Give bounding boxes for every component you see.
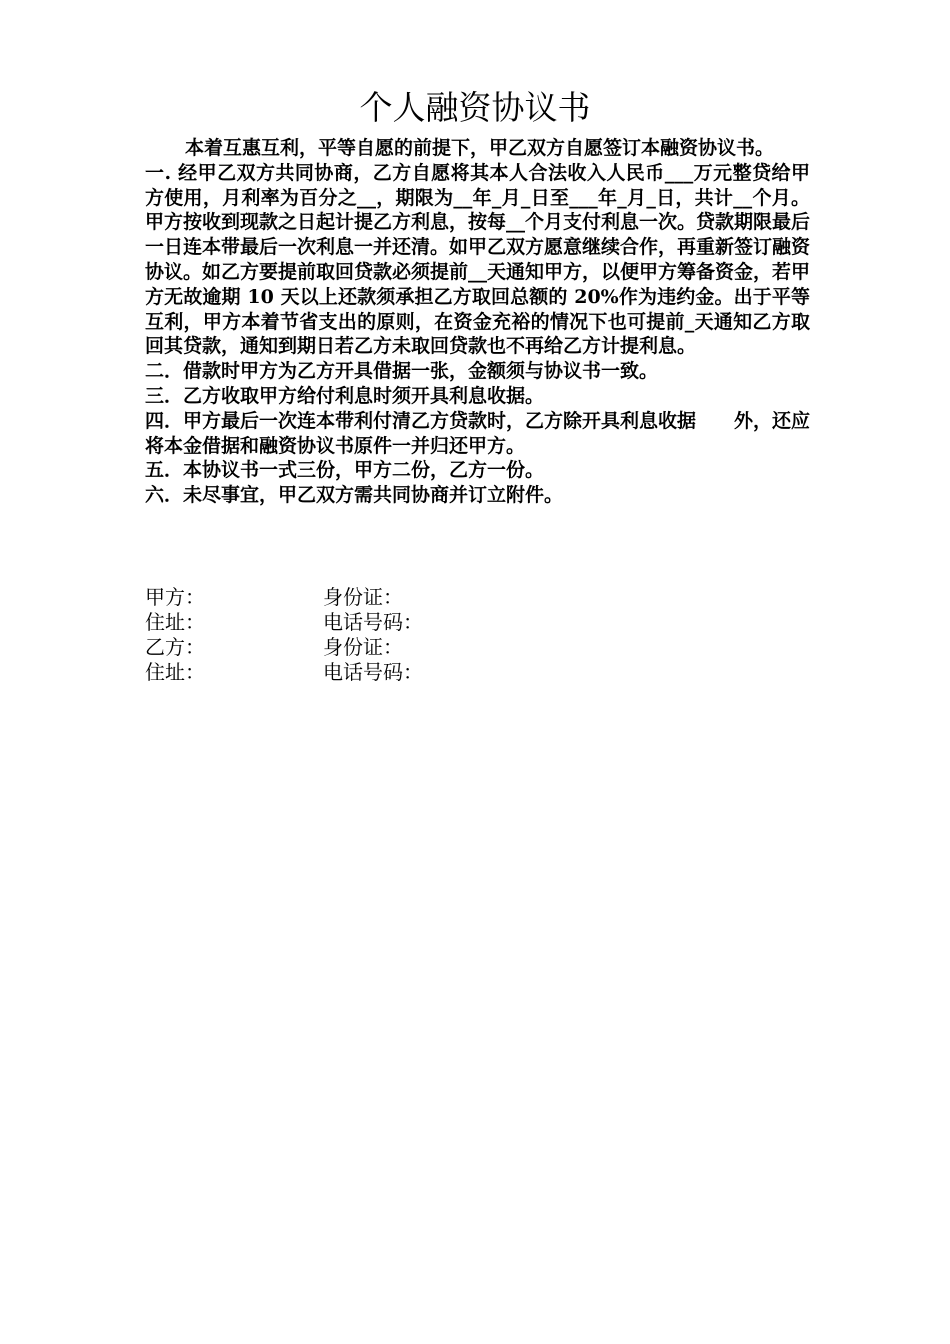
party-a-label: 甲方： — [145, 585, 205, 609]
party-b-id-label: 身份证： — [323, 635, 403, 659]
party-b-phone-label: 电话号码： — [323, 660, 423, 684]
intro-paragraph: 本着互惠互利，平等自愿的前提下，甲乙双方自愿签订本融资协议书。 — [185, 137, 775, 159]
clause-6: 六．未尽事宜，甲乙双方需共同协商并订立附件。 — [145, 484, 564, 507]
party-b-address-label: 住址： — [145, 660, 205, 684]
clause-5: 五．本协议书一式三份，甲方二份，乙方一份。 — [145, 459, 545, 482]
party-a-address-label: 住址： — [145, 610, 205, 634]
clause-4: 四．甲方最后一次连本带利付清乙方贷款时，乙方除开具利息收据 外，还应将本金借据和融资协议书原件一并归还甲方。 — [145, 409, 811, 457]
party-b-label: 乙方： — [145, 635, 205, 659]
party-a-phone-label: 电话号码： — [323, 610, 423, 634]
clause-3: 三．乙方收取甲方给付利息时须开具利息收据。 — [145, 384, 545, 407]
document-body — [145, 136, 810, 508]
clause-1: 一. 经甲乙双方共同协商，乙方自愿将其本人合法收入人民币___万元整贷给甲方使用，月利率为百分之__，期限为__年_月_日至___年_月_日，共计__个月。甲方按收到现款之日起计提乙方利息，按每__个月支付利息一次。贷款期限最后一日连本带最后一次利息一并还清。如甲乙双方愿意继续合作，再重新签订融资协议。如乙方要提前取回贷款必须提前__天通知甲方，以便甲方筹备资金，若甲方无故逾期 10 天以上还款须承担乙方取回总额的 20%作为违约金。出于平等互利，甲方本着节省支出的原则，在资金充裕的情况下也可提前_天通知乙方取回其贷款，通知到期日若乙方未取回贷款也不再给乙方计提利息。 — [145, 161, 811, 358]
party-a-id-label: 身份证： — [323, 585, 403, 609]
clause-2: 二．借款时甲方为乙方开具借据一张，金额须与协议书一致。 — [145, 360, 659, 383]
document-title: 个人融资协议书 — [359, 88, 591, 127]
